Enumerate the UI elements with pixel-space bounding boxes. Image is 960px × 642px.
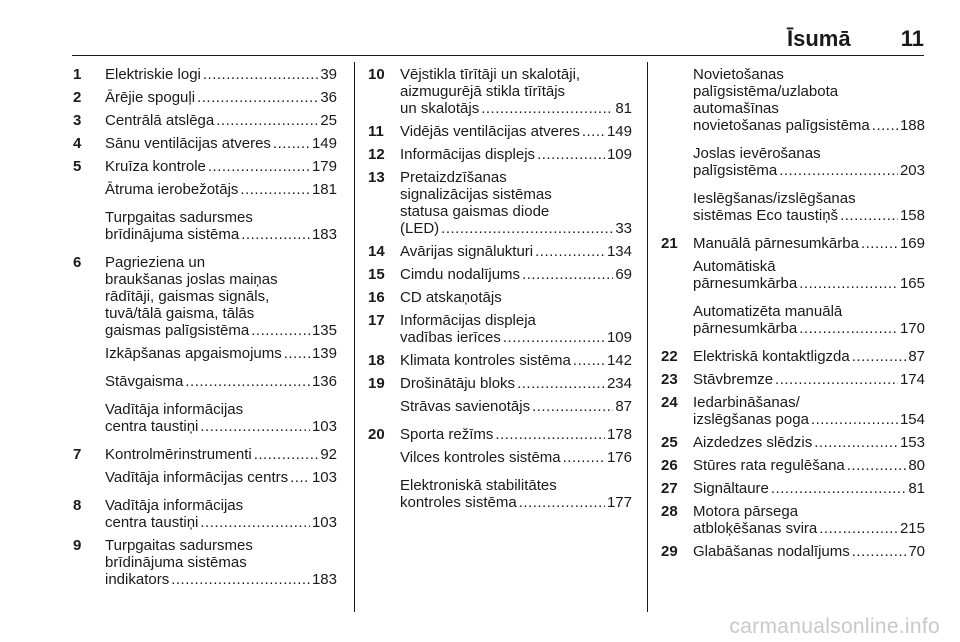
- index-entry: [368, 426, 632, 443]
- entry-page-link[interactable]: 203: [899, 162, 925, 179]
- dot-leader: [799, 275, 898, 292]
- entry-text: palīgsistēma/uzlabota: [693, 83, 839, 100]
- index-entry: [73, 112, 337, 129]
- entry-text: Informācijas displejs: [400, 146, 536, 163]
- entry-page-link[interactable]: 25: [320, 112, 337, 129]
- entry-text: Sānu ventilācijas atveres: [105, 135, 271, 152]
- entry-text: Avārijas signālukturi: [400, 243, 534, 260]
- dot-leader: [563, 449, 605, 466]
- entry-text: Informācijas displeja: [400, 312, 536, 329]
- entry-text: Turpgaitas sadursmes: [105, 537, 253, 554]
- dot-leader: [216, 112, 318, 129]
- dot-leader: [481, 100, 613, 117]
- dot-leader: [582, 123, 605, 140]
- entry-text: pārnesumkārba: [693, 275, 798, 292]
- dot-leader: [200, 514, 310, 531]
- index-entry: [661, 303, 925, 337]
- entry-page-link[interactable]: 70: [908, 543, 925, 560]
- column-divider-1: [354, 62, 355, 612]
- entry-number: 8: [73, 497, 82, 514]
- index-entry: [73, 401, 337, 435]
- entry-text: Ārējie spoguļi: [105, 89, 196, 106]
- entry-text: palīgsistēma: [693, 162, 778, 179]
- dot-leader: [840, 207, 898, 224]
- entry-text: Joslas ievērošanas: [693, 145, 821, 162]
- index-entry: [73, 135, 337, 152]
- index-column-1: [73, 66, 337, 594]
- entry-text: rādītāji, gaismas signāls,: [105, 288, 270, 305]
- entry-number: 1: [73, 66, 82, 83]
- entry-number: 17: [368, 312, 385, 329]
- dot-leader: [799, 320, 898, 337]
- entry-page-link[interactable]: 142: [606, 352, 632, 369]
- section-title: Īsumā: [787, 26, 851, 51]
- dot-leader: [197, 89, 318, 106]
- entry-text: statusa gaismas diode: [400, 203, 550, 220]
- index-entry: [368, 477, 632, 511]
- index-entry: [368, 289, 632, 306]
- entry-page-link[interactable]: 179: [311, 158, 337, 175]
- index-column-2: [368, 66, 632, 522]
- entry-text: atbloķēšanas svira: [693, 520, 818, 537]
- index-entry: [73, 469, 337, 486]
- entry-page-link[interactable]: 183: [311, 226, 337, 243]
- entry-text: Turpgaitas sadursmes: [105, 209, 253, 226]
- dot-leader: [290, 469, 310, 486]
- dot-leader: [847, 457, 907, 474]
- entry-text: kontroles sistēma: [400, 494, 517, 511]
- entry-number: 13: [368, 169, 385, 186]
- dot-leader: [495, 426, 605, 443]
- entry-text: CD atskaņotājs: [400, 289, 502, 306]
- entry-number: 29: [661, 543, 678, 560]
- entry-text: Manuālā pārnesumkārba: [693, 235, 859, 252]
- dot-leader: [771, 480, 906, 497]
- index-entry: [73, 537, 337, 588]
- index-entry: [73, 446, 337, 463]
- entry-text: Sporta režīms: [400, 426, 494, 443]
- entry-number: 14: [368, 243, 385, 260]
- entry-text: Cimdu nodalījums: [400, 266, 521, 283]
- index-entry: [661, 394, 925, 428]
- entry-text: Automātiskā: [693, 258, 776, 275]
- dot-leader: [535, 243, 605, 260]
- index-entry: [661, 190, 925, 224]
- entry-text: vadības ierīces: [400, 329, 501, 346]
- dot-leader: [441, 220, 613, 237]
- entry-page-link[interactable]: 69: [615, 266, 632, 283]
- entry-number: 15: [368, 266, 385, 283]
- dot-leader: [811, 411, 898, 428]
- entry-text: centra taustiņi: [105, 514, 199, 531]
- entry-number: 3: [73, 112, 82, 129]
- entry-text: indikators: [105, 571, 170, 588]
- entry-text: tuvā/tālā gaisma, tālās: [105, 305, 255, 322]
- index-entry: [73, 66, 337, 83]
- entry-number: 24: [661, 394, 678, 411]
- entry-page-link[interactable]: 103: [311, 514, 337, 531]
- entry-text: Aizdedzes slēdzis: [693, 434, 813, 451]
- entry-text: Elektroniskā stabilitātes: [400, 477, 557, 494]
- index-entry: [73, 345, 337, 362]
- dot-leader: [852, 348, 907, 365]
- entry-number: 5: [73, 158, 82, 175]
- entry-number: 7: [73, 446, 82, 463]
- entry-text: Centrālā atslēga: [105, 112, 215, 129]
- index-entry: [368, 266, 632, 283]
- index-entry: [73, 254, 337, 339]
- entry-text: Ātruma ierobežotājs: [105, 181, 239, 198]
- index-entry: [661, 371, 925, 388]
- index-entry: [661, 235, 925, 252]
- entry-text: Novietošanas: [693, 66, 784, 83]
- dot-leader: [171, 571, 310, 588]
- index-entry: [368, 398, 632, 415]
- index-entry: [73, 89, 337, 106]
- entry-number: 25: [661, 434, 678, 451]
- entry-page-link[interactable]: 87: [908, 348, 925, 365]
- entry-text: Pagrieziena un: [105, 254, 206, 271]
- entry-text: Kruīza kontrole: [105, 158, 206, 175]
- entry-page-link[interactable]: 170: [899, 320, 925, 337]
- dot-leader: [522, 266, 613, 283]
- entry-text: automašīnas: [693, 100, 779, 117]
- dot-leader: [200, 418, 310, 435]
- entry-number: 4: [73, 135, 82, 152]
- index-entry: [73, 181, 337, 198]
- dot-leader: [240, 181, 310, 198]
- entry-text: Automatizēta manuālā: [693, 303, 843, 320]
- entry-text: Iedarbināšanas/: [693, 394, 800, 411]
- entry-text: Pretaizdzīšanas: [400, 169, 507, 186]
- index-entry: [661, 480, 925, 497]
- entry-page-link[interactable]: 158: [899, 207, 925, 224]
- entry-text: izslēgšanas poga: [693, 411, 809, 428]
- entry-number: 9: [73, 537, 82, 554]
- entry-page-link[interactable]: 178: [606, 426, 632, 443]
- entry-text: Vilces kontroles sistēma: [400, 449, 561, 466]
- dot-leader: [185, 373, 310, 390]
- entry-text: Elektriskā kontaktligzda: [693, 348, 850, 365]
- entry-number: 12: [368, 146, 385, 163]
- entry-page-link[interactable]: 33: [615, 220, 632, 237]
- entry-page-link[interactable]: 136: [311, 373, 337, 390]
- dot-leader: [251, 322, 310, 339]
- dot-leader: [273, 135, 310, 152]
- entry-page-link[interactable]: 87: [615, 398, 632, 415]
- dot-leader: [208, 158, 310, 175]
- index-entry: [661, 543, 925, 560]
- entry-page-link[interactable]: 154: [899, 411, 925, 428]
- entry-page-link[interactable]: 139: [311, 345, 337, 362]
- index-entry: [661, 258, 925, 292]
- entry-page-link[interactable]: 80: [908, 457, 925, 474]
- entry-text: Stāvbremze: [693, 371, 774, 388]
- dot-leader: [519, 494, 605, 511]
- entry-text: (LED): [400, 220, 440, 237]
- entry-page-link[interactable]: 188: [899, 117, 925, 134]
- index-entry: [73, 373, 337, 390]
- entry-text: Vadītāja informācijas: [105, 497, 244, 514]
- entry-number: 16: [368, 289, 385, 306]
- index-entry: [661, 348, 925, 365]
- entry-number: 19: [368, 375, 385, 392]
- dot-leader: [775, 371, 898, 388]
- entry-text: brīdinājuma sistēmas: [105, 554, 247, 571]
- dot-leader: [517, 375, 605, 392]
- entry-text: novietošanas palīgsistēma: [693, 117, 870, 134]
- entry-page-link[interactable]: 135: [311, 322, 337, 339]
- entry-page-link[interactable]: 103: [311, 418, 337, 435]
- index-entry: [661, 503, 925, 537]
- dot-leader: [814, 434, 898, 451]
- dot-leader: [852, 543, 907, 560]
- entry-page-link[interactable]: 39: [320, 66, 337, 83]
- entry-number: 26: [661, 457, 678, 474]
- page-number: 11: [900, 26, 924, 51]
- entry-text: Vidējās ventilācijas atveres: [400, 123, 580, 140]
- entry-text: Izkāpšanas apgaismojums: [105, 345, 282, 362]
- entry-page-link[interactable]: 36: [320, 89, 337, 106]
- index-entry: [661, 66, 925, 134]
- index-entry: [368, 169, 632, 237]
- entry-text: Motora pārsega: [693, 503, 799, 520]
- entry-text: Kontrolmērinstrumenti: [105, 446, 252, 463]
- entry-number: 27: [661, 480, 678, 497]
- watermark: carmanualsonline.info: [729, 615, 940, 638]
- entry-text: gaismas palīgsistēma: [105, 322, 250, 339]
- index-entry: [368, 449, 632, 466]
- index-entry: [368, 146, 632, 163]
- entry-text: Klimata kontroles sistēma: [400, 352, 571, 369]
- entry-number: 20: [368, 426, 385, 443]
- entry-text: brīdinājuma sistēma: [105, 226, 240, 243]
- dot-leader: [203, 66, 318, 83]
- entry-text: Stūres rata regulēšana: [693, 457, 845, 474]
- entry-text: Vadītāja informācijas centrs: [105, 469, 289, 486]
- entry-text: un skalotājs: [400, 100, 480, 117]
- entry-text: centra taustiņi: [105, 418, 199, 435]
- entry-number: 10: [368, 66, 385, 83]
- dot-leader: [254, 446, 319, 463]
- entry-text: Drošinātāju bloks: [400, 375, 516, 392]
- entry-text: braukšanas joslas maiņas: [105, 271, 278, 288]
- entry-page-link[interactable]: 234: [606, 375, 632, 392]
- entry-page-link[interactable]: 169: [899, 235, 925, 252]
- dot-leader: [532, 398, 613, 415]
- index-entry: [73, 209, 337, 243]
- index-entry: [661, 145, 925, 179]
- entry-text: Vadītāja informācijas: [105, 401, 244, 418]
- dot-leader: [872, 117, 898, 134]
- dot-leader: [537, 146, 605, 163]
- dot-leader: [779, 162, 898, 179]
- index-entry: [368, 243, 632, 260]
- index-entry: [368, 312, 632, 346]
- entry-number: 23: [661, 371, 678, 388]
- index-column-3: [661, 66, 925, 566]
- entry-number: 2: [73, 89, 82, 106]
- index-entry: [368, 66, 632, 117]
- entry-text: signalizācijas sistēmas: [400, 186, 552, 203]
- entry-page-link[interactable]: 215: [899, 520, 925, 537]
- entry-page-link[interactable]: 177: [606, 494, 632, 511]
- index-entry: [73, 158, 337, 175]
- entry-page-link[interactable]: 92: [320, 446, 337, 463]
- entry-page-link[interactable]: 134: [606, 243, 632, 260]
- index-entry: [368, 375, 632, 392]
- dot-leader: [861, 235, 898, 252]
- entry-page-link[interactable]: 174: [899, 371, 925, 388]
- index-entry: [368, 123, 632, 140]
- entry-page-link[interactable]: 81: [615, 100, 632, 117]
- entry-page-link[interactable]: 81: [908, 480, 925, 497]
- index-entry: [368, 352, 632, 369]
- entry-text: Elektriskie logi: [105, 66, 201, 83]
- entry-number: 28: [661, 503, 678, 520]
- entry-text: Signāltaure: [693, 480, 769, 497]
- entry-number: 18: [368, 352, 385, 369]
- entry-number: 11: [368, 123, 384, 140]
- entry-page-link[interactable]: 176: [606, 449, 632, 466]
- header-rule: [72, 55, 924, 56]
- entry-text: Ieslēgšanas/izslēgšanas: [693, 190, 856, 207]
- dot-leader: [284, 345, 310, 362]
- entry-page-link[interactable]: 109: [606, 329, 632, 346]
- entry-page-link[interactable]: 153: [899, 434, 925, 451]
- entry-text: pārnesumkārba: [693, 320, 798, 337]
- entry-number: 6: [73, 254, 82, 271]
- entry-page-link[interactable]: 183: [311, 571, 337, 588]
- column-divider-2: [647, 62, 648, 612]
- entry-page-link[interactable]: 149: [606, 123, 632, 140]
- entry-page-link[interactable]: 181: [311, 181, 337, 198]
- index-entry: [661, 457, 925, 474]
- dot-leader: [573, 352, 605, 369]
- entry-text: Vējstikla tīrītāji un skalotāji,: [400, 66, 581, 83]
- entry-number: 21: [661, 235, 678, 252]
- entry-page-link[interactable]: 109: [606, 146, 632, 163]
- page-header: [344, 26, 924, 52]
- entry-text: Strāvas savienotājs: [400, 398, 531, 415]
- index-entry: [73, 497, 337, 531]
- entry-text: aizmugurējā stikla tīrītājs: [400, 83, 566, 100]
- entry-page-link[interactable]: 103: [311, 469, 337, 486]
- dot-leader: [503, 329, 605, 346]
- entry-page-link[interactable]: 165: [899, 275, 925, 292]
- dot-leader: [819, 520, 898, 537]
- entry-number: 22: [661, 348, 678, 365]
- index-entry: [661, 434, 925, 451]
- entry-text: Glabāšanas nodalījums: [693, 543, 850, 560]
- entry-text: Stāvgaisma: [105, 373, 184, 390]
- entry-page-link[interactable]: 149: [311, 135, 337, 152]
- entry-text: sistēmas Eco taustiņš: [693, 207, 839, 224]
- dot-leader: [241, 226, 310, 243]
